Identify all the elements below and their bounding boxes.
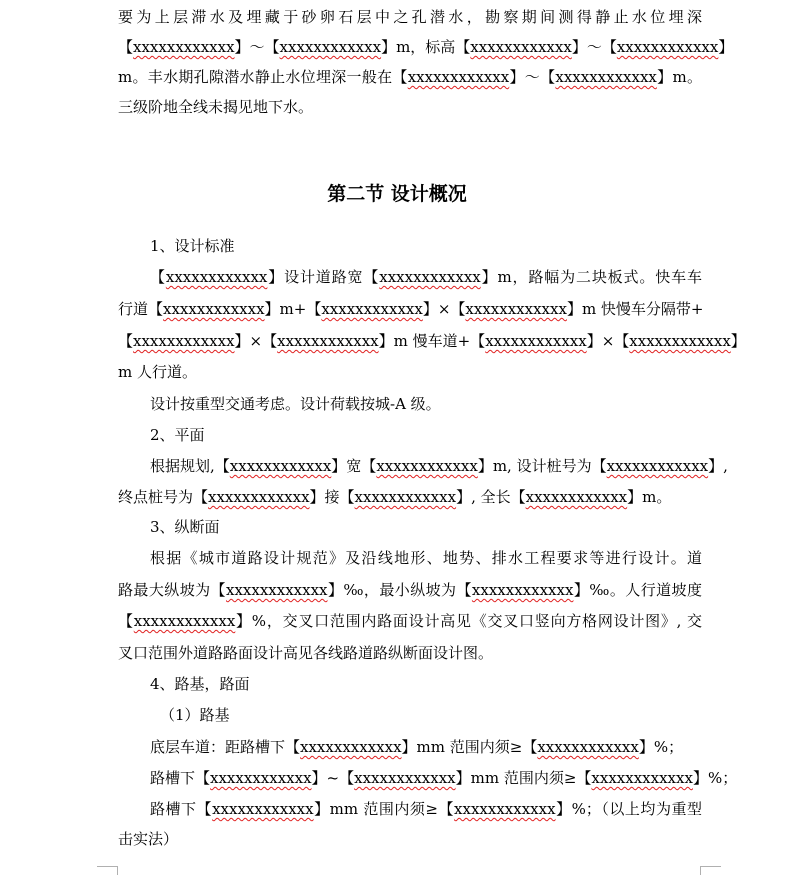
- section-heading: 第二节 设计概况: [327, 183, 467, 205]
- text-run: 根据规划,【: [150, 457, 230, 475]
- para-plan-line-1: [150, 455, 728, 477]
- placeholder-field: xxxxxxxxxxxx: [354, 488, 457, 506]
- text-run: 】m, 设计桩号为【: [477, 457, 607, 475]
- text-run: 3、纵断面: [150, 518, 220, 536]
- subheading-plan: [150, 424, 702, 446]
- text-run: 】m 快慢车分隔带+: [566, 300, 704, 318]
- text-run: 】‰。人行道坡度: [573, 581, 702, 599]
- text-run: 】%；: [692, 769, 738, 787]
- text-run: 】m，标高【: [381, 38, 471, 56]
- para-standard-line-4: [118, 361, 702, 383]
- text-run: 】～【: [571, 38, 617, 56]
- text-run: 】m，路幅为二块板式。快车车: [480, 268, 702, 286]
- text-run: 路最大纵坡为【: [118, 581, 226, 599]
- text-run: 要为上层滞水及埋藏于砂卵石层中之孔潜水，勘察期间测得静止水位埋深: [118, 8, 702, 26]
- placeholder-field: xxxxxxxxxxxx: [591, 769, 693, 787]
- subheading-subgrade: [160, 704, 702, 726]
- placeholder-field: xxxxxxxxxxxx: [470, 38, 572, 56]
- para-profile-line-1: [150, 547, 702, 569]
- text-run: 【: [150, 268, 166, 286]
- placeholder-field: xxxxxxxxxxxx: [212, 800, 314, 818]
- text-run: 行道【: [118, 300, 164, 318]
- placeholder-field: xxxxxxxxxxxx: [379, 268, 481, 286]
- subheading-subgrade-pavement: [150, 673, 702, 695]
- text-run: 】: [718, 38, 734, 56]
- text-run: 路槽下【: [150, 800, 213, 818]
- text-run: 】mm 范围内须≥【: [455, 769, 592, 787]
- para-standard-line-2: [118, 298, 702, 320]
- placeholder-field: xxxxxxxxxxxx: [407, 68, 510, 86]
- text-run: 】mm 范围内须≥【: [313, 800, 455, 818]
- placeholder-field: xxxxxxxxxxxx: [354, 769, 456, 787]
- placeholder-field: xxxxxxxxxxxx: [133, 38, 235, 56]
- text-run: 【: [118, 332, 134, 350]
- text-run: 】%，交叉口范围内路面设计高见《交叉口竖向方格网设计图》, 交: [235, 612, 702, 630]
- text-run: 三级阶地全线未揭见地下水。: [118, 98, 314, 116]
- text-run: 路槽下【: [150, 769, 211, 787]
- text-run: 叉口范围外道路路面设计高见各线路道路纵断面设计图。: [118, 644, 494, 662]
- placeholder-field: xxxxxxxxxxxx: [229, 457, 332, 475]
- placeholder-field: xxxxxxxxxxxx: [606, 457, 709, 475]
- text-run: 】×【: [234, 332, 278, 350]
- text-run: 】mm 范围内须≥【: [401, 738, 538, 756]
- para-groundwater-line-4: [118, 96, 702, 118]
- page-corner-mark-left: [97, 866, 118, 875]
- text-run: 】m+【: [264, 300, 322, 318]
- placeholder-field: xxxxxxxxxxxx: [629, 332, 731, 350]
- text-run: 】设计道路宽【: [267, 268, 380, 286]
- text-run: 2、平面: [150, 426, 205, 444]
- text-run: 】, 全长【: [456, 488, 526, 506]
- text-run: 】~【: [311, 769, 355, 787]
- para-groundwater-line-2: [118, 36, 734, 58]
- text-run: m。丰水期孔隙潜水静止水位埋深一般在【: [118, 68, 408, 86]
- para-standard-line-3: [118, 330, 746, 352]
- text-run: 1、设计标准: [150, 237, 235, 255]
- text-run: 】×【: [422, 300, 466, 318]
- placeholder-field: xxxxxxxxxxxx: [321, 300, 423, 318]
- text-run: 4、路基，路面: [150, 675, 250, 693]
- text-run: 】‰，最小纵坡为【: [327, 581, 472, 599]
- text-run: 】m。: [656, 68, 702, 86]
- placeholder-field: xxxxxxxxxxxx: [226, 581, 328, 599]
- text-run: 】×【: [586, 332, 630, 350]
- text-run: 终点桩号为【: [118, 488, 209, 506]
- text-run: 】: [730, 332, 746, 350]
- page-corner-mark-right: [700, 866, 721, 875]
- placeholder-field: xxxxxxxxxxxx: [165, 268, 268, 286]
- placeholder-field: xxxxxxxxxxxx: [555, 68, 657, 86]
- placeholder-field: xxxxxxxxxxxx: [210, 769, 312, 787]
- text-run: 【: [118, 612, 134, 630]
- text-run: 】m 慢车道+【: [378, 332, 486, 350]
- para-subgrade-line-3: [150, 798, 702, 820]
- placeholder-field: xxxxxxxxxxxx: [454, 800, 556, 818]
- placeholder-field: xxxxxxxxxxxx: [163, 300, 265, 318]
- subheading-design-standard: [150, 235, 702, 257]
- text-run: 】宽【: [331, 457, 377, 475]
- placeholder-field: xxxxxxxxxxxx: [471, 581, 574, 599]
- text-run: 设计按重型交通考虑。设计荷载按城-A 级。: [150, 395, 441, 413]
- para-subgrade-line-1: [150, 736, 702, 758]
- text-run: 】～【: [509, 68, 556, 86]
- para-profile-line-2: [118, 579, 702, 601]
- placeholder-field: xxxxxxxxxxxx: [465, 300, 567, 318]
- placeholder-field: xxxxxxxxxxxx: [133, 332, 235, 350]
- text-run: 击实法）: [118, 830, 179, 848]
- text-run: （1）路基: [160, 706, 230, 724]
- text-run: 底层车道：距路槽下【: [150, 738, 301, 756]
- placeholder-field: xxxxxxxxxxxx: [208, 488, 310, 506]
- placeholder-field: xxxxxxxxxxxx: [485, 332, 587, 350]
- text-run: 根据《城市道路设计规范》及沿线地形、地势、排水工程要求等进行设计。道: [150, 549, 702, 567]
- placeholder-field: xxxxxxxxxxxx: [616, 38, 719, 56]
- para-standard-line-1: [150, 266, 702, 288]
- text-run: m 人行道。: [118, 363, 197, 381]
- text-run: 【: [118, 38, 134, 56]
- para-groundwater-line-1: [118, 6, 702, 28]
- para-profile-line-3: [118, 610, 702, 632]
- text-run: 】%；: [638, 738, 684, 756]
- para-groundwater-line-3: [118, 66, 702, 88]
- para-profile-line-4: [118, 642, 702, 664]
- subheading-profile: [150, 516, 702, 538]
- placeholder-field: xxxxxxxxxxxx: [376, 457, 478, 475]
- placeholder-field: xxxxxxxxxxxx: [277, 332, 379, 350]
- placeholder-field: xxxxxxxxxxxx: [133, 612, 236, 630]
- placeholder-field: xxxxxxxxxxxx: [279, 38, 382, 56]
- para-subgrade-line-2: [150, 767, 738, 789]
- placeholder-field: xxxxxxxxxxxx: [525, 488, 628, 506]
- para-subgrade-line-4: [118, 828, 702, 850]
- text-run: 】m。: [627, 488, 672, 506]
- text-run: 】～【: [234, 38, 280, 56]
- para-traffic-load: [150, 393, 702, 415]
- text-run: 】%；（以上均为重型: [555, 800, 702, 818]
- text-run: 】,: [708, 457, 728, 475]
- placeholder-field: xxxxxxxxxxxx: [300, 738, 402, 756]
- placeholder-field: xxxxxxxxxxxx: [537, 738, 639, 756]
- text-run: 】接【: [309, 488, 355, 506]
- para-plan-line-2: [118, 486, 702, 508]
